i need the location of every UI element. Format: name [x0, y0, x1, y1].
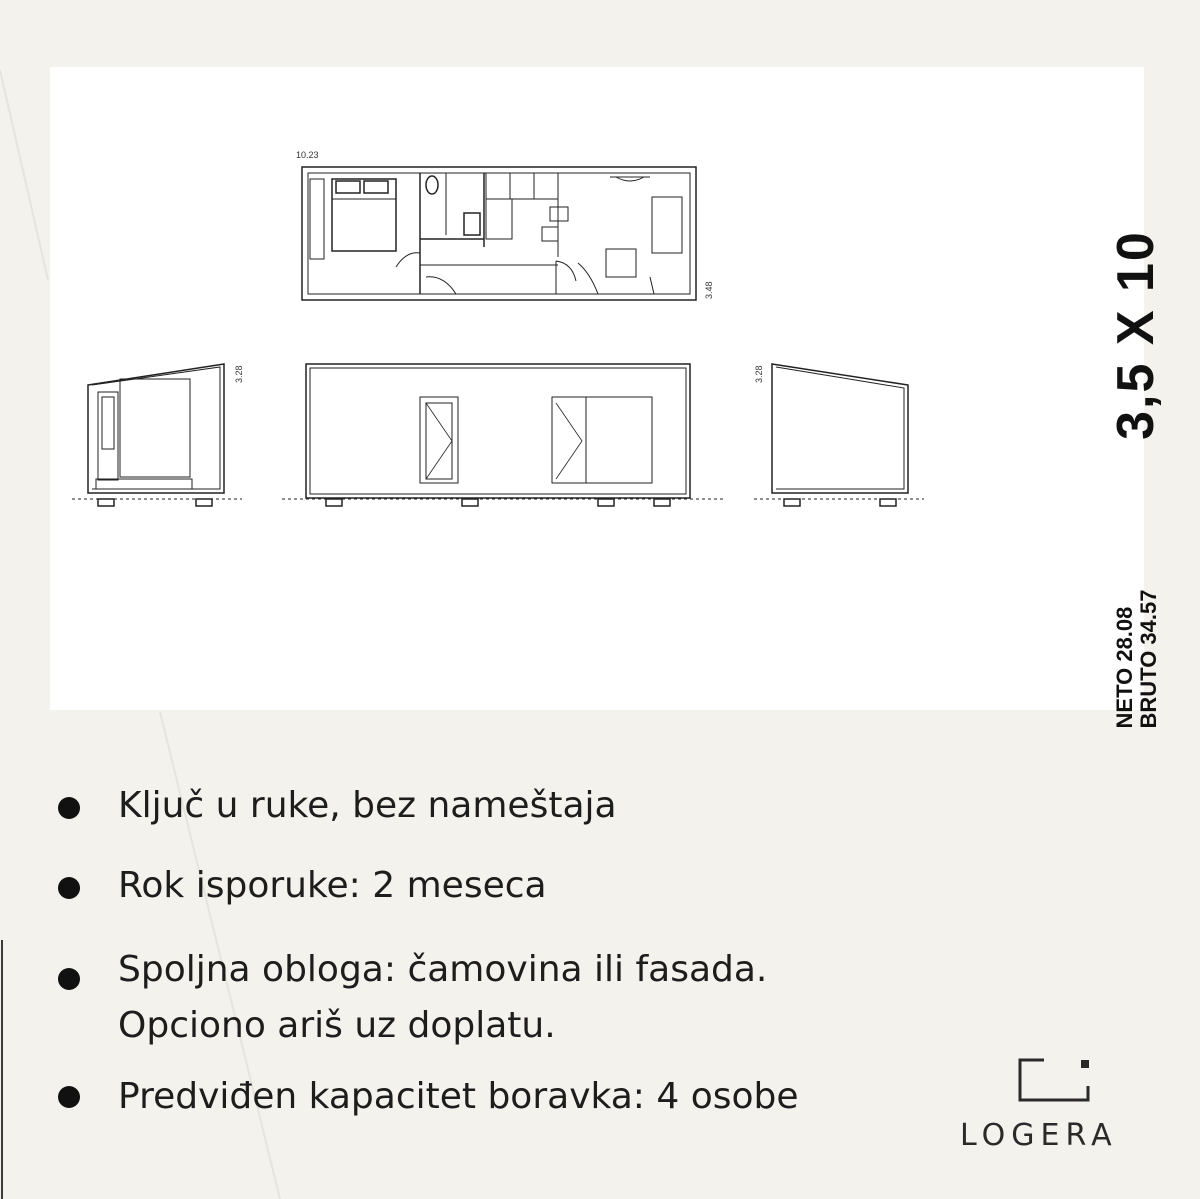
- bullet-icon: [58, 877, 80, 899]
- feature-item: [58, 942, 768, 1046]
- brand-logo: [960, 1056, 1150, 1156]
- feature-item: [58, 778, 617, 826]
- feature-item: [58, 858, 547, 906]
- brand-name: LOGERA: [960, 1118, 1118, 1153]
- elevation-left-side: [72, 364, 242, 506]
- dimension-height-left-label: 3.28: [234, 365, 244, 383]
- dimension-length-label: 10.23: [296, 150, 319, 160]
- feature-text: Predviđen kapacitet boravka: 4 osobe: [118, 1076, 799, 1117]
- floor-plan-panel: [50, 67, 1165, 729]
- elevation-front: [282, 364, 724, 506]
- dimension-title-text: 3,5 X 10: [1107, 230, 1165, 440]
- area-net-label: NETO 28.08: [1112, 606, 1137, 729]
- floor-plan-top-view: [302, 167, 696, 300]
- bullet-icon: [58, 797, 80, 819]
- feature-item: [58, 1069, 799, 1117]
- logera-logo-icon: [960, 1056, 1150, 1116]
- feature-text: Ključ u ruke, bez nameštaja: [118, 785, 617, 826]
- dimension-height-right-label: 3.28: [754, 365, 764, 383]
- floor-plan-drawing: [50, 67, 1144, 710]
- feature-text-line-2: Opciono ariš uz doplatu.: [118, 1005, 556, 1046]
- feature-text: Spoljna obloga: čamovina ili fasada.: [118, 949, 768, 990]
- bullet-icon: [58, 1086, 80, 1108]
- dimension-width-label: 3.48: [704, 281, 714, 299]
- area-gross-label: BRUTO 34.57: [1136, 589, 1161, 729]
- bullet-icon: [58, 968, 80, 990]
- elevation-right-side: [754, 364, 924, 506]
- feature-text: Rok isporuke: 2 meseca: [118, 865, 547, 906]
